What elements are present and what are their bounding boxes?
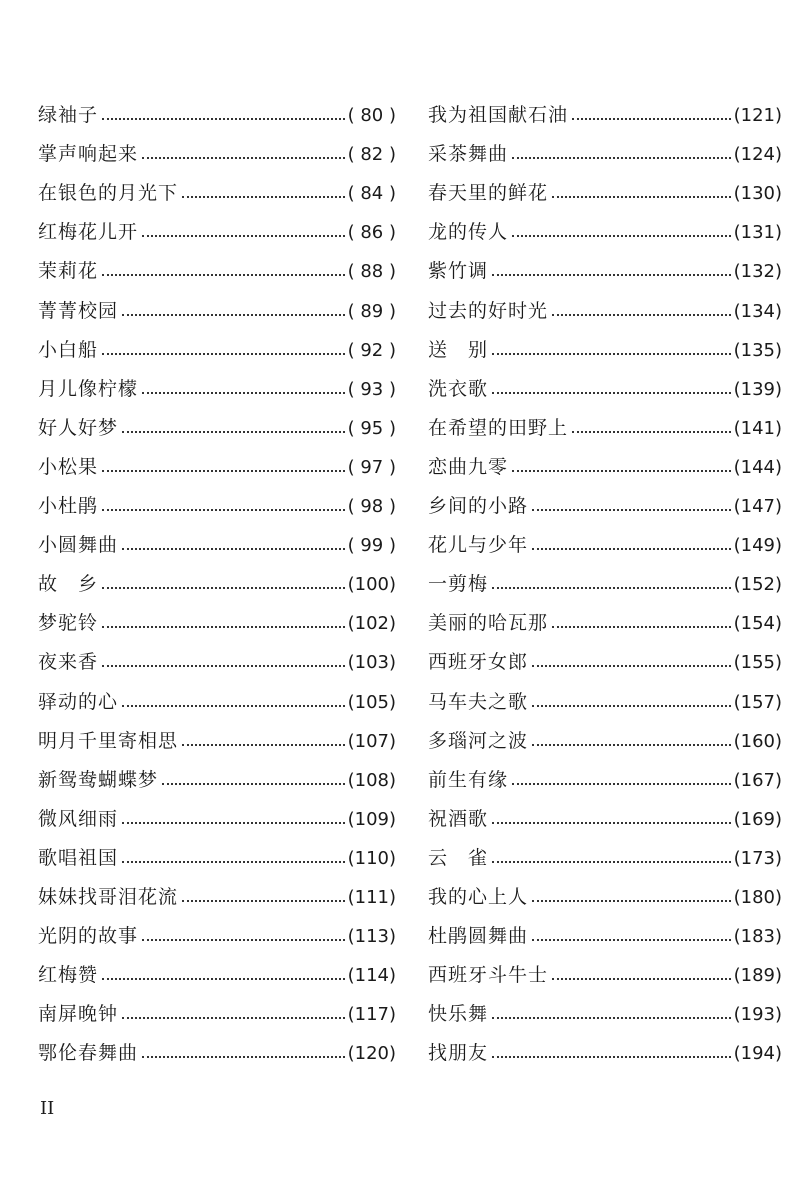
toc-entry [428, 985, 782, 1024]
entry-title: 一剪梅 [428, 573, 489, 596]
entry-title: 鄂伦春舞曲 [38, 1042, 139, 1065]
entry-title: 月儿像柠檬 [38, 377, 139, 400]
entry-page-number: (113) [347, 926, 396, 948]
entry-title: 微风细雨 [38, 807, 119, 830]
toc-entry [428, 321, 782, 360]
entry-page-number: (110) [347, 847, 396, 869]
dot-leader [572, 118, 731, 120]
toc-entry [428, 633, 782, 672]
entry-title: 菁菁校园 [38, 299, 119, 322]
entry-title: 乡间的小路 [428, 495, 529, 518]
entry-page-number: (124) [733, 144, 782, 166]
toc-entry [428, 907, 782, 946]
dot-leader [102, 665, 345, 667]
entry-title: 掌声响起来 [38, 143, 139, 166]
toc-entry [38, 1024, 396, 1063]
toc-entry [428, 1024, 782, 1063]
entry-page-number: (139) [733, 378, 782, 400]
entry-page-number: (144) [733, 456, 782, 478]
entry-title: 驿动的心 [38, 690, 119, 713]
entry-title: 在银色的月光下 [38, 182, 179, 205]
dot-leader [102, 353, 345, 355]
toc-entry [428, 203, 782, 242]
dot-leader [142, 157, 345, 159]
entry-title: 恋曲九零 [428, 455, 509, 478]
dot-leader [102, 470, 345, 472]
toc-entry [38, 868, 396, 907]
toc-entry [38, 399, 396, 438]
entry-page-number: (131) [733, 222, 782, 244]
toc-entry [428, 712, 782, 751]
toc-entry [38, 203, 396, 242]
entry-page-number: (114) [347, 965, 396, 987]
dot-leader [532, 900, 731, 902]
entry-title: 红梅赞 [38, 964, 99, 987]
dot-leader [142, 1056, 345, 1058]
dot-leader [492, 274, 731, 276]
entry-title: 西班牙斗牛士 [428, 964, 549, 987]
dot-leader [532, 939, 731, 941]
entry-page-number: (107) [347, 730, 396, 752]
entry-page-number: (154) [733, 613, 782, 635]
dot-leader [552, 314, 731, 316]
entry-page-number: ( 89 ) [347, 300, 396, 322]
dot-leader [122, 822, 345, 824]
dot-leader [102, 274, 345, 276]
entry-page-number: (135) [733, 339, 782, 361]
dot-leader [102, 626, 345, 628]
entry-page-number: ( 88 ) [347, 261, 396, 283]
entry-title: 绿袖子 [38, 104, 99, 127]
entry-title: 洗衣歌 [428, 377, 489, 400]
entry-page-number: (141) [733, 417, 782, 439]
dot-leader [532, 665, 731, 667]
entry-title: 故 乡 [38, 573, 99, 596]
entry-title: 云 雀 [428, 846, 489, 869]
dot-leader [122, 1017, 345, 1019]
dot-leader [182, 196, 345, 198]
toc-entry [38, 594, 396, 633]
toc-entry [428, 594, 782, 633]
entry-title: 小松果 [38, 455, 99, 478]
entry-title: 歌唱祖国 [38, 846, 119, 869]
entry-title: 前生有缘 [428, 768, 509, 791]
toc-entry [38, 790, 396, 829]
entry-page-number: (183) [733, 926, 782, 948]
entry-page-number: (167) [733, 769, 782, 791]
entry-title: 小杜鹃 [38, 495, 99, 518]
entry-page-number: (147) [733, 496, 782, 518]
entry-page-number: (152) [733, 574, 782, 596]
entry-page-number: (180) [733, 886, 782, 908]
entry-title: 多瑙河之波 [428, 729, 529, 752]
entry-title: 南屏晚钟 [38, 1003, 119, 1026]
toc-entry [38, 555, 396, 594]
dot-leader [492, 587, 731, 589]
dot-leader [122, 314, 345, 316]
entry-page-number: (121) [733, 105, 782, 127]
dot-leader [182, 744, 345, 746]
dot-leader [102, 118, 345, 120]
entry-page-number: (100) [347, 574, 396, 596]
toc-entry [38, 516, 396, 555]
entry-page-number: (160) [733, 730, 782, 752]
entry-title: 龙的传人 [428, 221, 509, 244]
entry-page-number: ( 99 ) [347, 535, 396, 557]
entry-title: 在希望的田野上 [428, 416, 569, 439]
entry-page-number: (102) [347, 613, 396, 635]
toc-entry [38, 86, 396, 125]
dot-leader [492, 861, 731, 863]
entry-title: 妹妹找哥泪花流 [38, 885, 179, 908]
entry-title: 光阴的故事 [38, 925, 139, 948]
entry-page-number: (169) [733, 808, 782, 830]
entry-page-number: ( 80 ) [347, 105, 396, 127]
entry-title: 找朋友 [428, 1042, 489, 1065]
entry-page-number: (157) [733, 691, 782, 713]
entry-title: 新鸳鸯蝴蝶梦 [38, 768, 159, 791]
dot-leader [492, 822, 731, 824]
entry-page-number: (132) [733, 261, 782, 283]
toc-entry [38, 633, 396, 672]
dot-leader [492, 392, 731, 394]
entry-title: 夜来香 [38, 651, 99, 674]
entry-page-number: (109) [347, 808, 396, 830]
toc-entry [428, 281, 782, 320]
toc-entry [38, 360, 396, 399]
entry-page-number: (194) [733, 1043, 782, 1065]
dot-leader [182, 900, 345, 902]
entry-title: 小白船 [38, 338, 99, 361]
entry-page-number: (117) [347, 1004, 396, 1026]
entry-page-number: ( 93 ) [347, 378, 396, 400]
entry-title: 红梅花儿开 [38, 221, 139, 244]
dot-leader [552, 626, 731, 628]
entry-title: 我的心上人 [428, 885, 529, 908]
dot-leader [102, 978, 345, 980]
entry-title: 马车夫之歌 [428, 690, 529, 713]
entry-page-number: ( 82 ) [347, 144, 396, 166]
toc-entry [428, 751, 782, 790]
entry-title: 杜鹃圆舞曲 [428, 925, 529, 948]
entry-title: 美丽的哈瓦那 [428, 612, 549, 635]
toc-entry [38, 712, 396, 751]
dot-leader [122, 431, 345, 433]
toc-entry [428, 125, 782, 164]
toc-entry [38, 438, 396, 477]
entry-page-number: ( 86 ) [347, 222, 396, 244]
toc-entry [38, 907, 396, 946]
entry-page-number: (111) [347, 886, 396, 908]
toc-entry [428, 242, 782, 281]
entry-page-number: (105) [347, 691, 396, 713]
entry-page-number: ( 98 ) [347, 496, 396, 518]
entry-page-number: ( 84 ) [347, 183, 396, 205]
toc-column-right [428, 86, 782, 1063]
toc-entry [428, 672, 782, 711]
toc-entry [428, 164, 782, 203]
toc-entry [38, 281, 396, 320]
toc-entry [428, 86, 782, 125]
entry-title: 西班牙女郎 [428, 651, 529, 674]
entry-title: 好人好梦 [38, 416, 119, 439]
dot-leader [122, 548, 345, 550]
entry-title: 紫竹调 [428, 260, 489, 283]
entry-page-number: (193) [733, 1004, 782, 1026]
dot-leader [122, 705, 345, 707]
dot-leader [492, 1056, 731, 1058]
dot-leader [492, 1017, 731, 1019]
toc-entry [38, 164, 396, 203]
entry-page-number: ( 97 ) [347, 456, 396, 478]
entry-page-number: (108) [347, 769, 396, 791]
toc-entry [38, 946, 396, 985]
entry-title: 春天里的鲜花 [428, 182, 549, 205]
toc-entry [428, 516, 782, 555]
entry-page-number: (189) [733, 965, 782, 987]
dot-leader [512, 783, 731, 785]
dot-leader [162, 783, 345, 785]
toc-entry [428, 555, 782, 594]
toc-entry [38, 751, 396, 790]
toc-entry [38, 242, 396, 281]
toc-entry [428, 868, 782, 907]
toc-entry [428, 946, 782, 985]
toc-entry [38, 985, 396, 1024]
dot-leader [102, 587, 345, 589]
toc-entry [428, 360, 782, 399]
dot-leader [142, 939, 345, 941]
dot-leader [532, 509, 731, 511]
dot-leader [512, 470, 731, 472]
toc-entry [428, 477, 782, 516]
entry-title: 快乐舞 [428, 1003, 489, 1026]
dot-leader [142, 392, 345, 394]
dot-leader [142, 235, 345, 237]
toc-entry [38, 477, 396, 516]
toc-entry [428, 790, 782, 829]
toc-entry [38, 321, 396, 360]
toc-entry [38, 672, 396, 711]
entry-title: 送 别 [428, 338, 489, 361]
toc-entry [38, 829, 396, 868]
entry-title: 祝酒歌 [428, 807, 489, 830]
dot-leader [102, 509, 345, 511]
entry-page-number: (155) [733, 652, 782, 674]
toc-entry [428, 399, 782, 438]
entry-title: 明月千里寄相思 [38, 729, 179, 752]
entry-title: 过去的好时光 [428, 299, 549, 322]
toc-column-left [38, 86, 396, 1063]
dot-leader [552, 196, 731, 198]
toc-entry [428, 829, 782, 868]
entry-title: 采茶舞曲 [428, 143, 509, 166]
dot-leader [532, 548, 731, 550]
entry-title: 我为祖国献石油 [428, 104, 569, 127]
entry-page-number: ( 95 ) [347, 417, 396, 439]
dot-leader [122, 861, 345, 863]
dot-leader [532, 744, 731, 746]
entry-title: 小圆舞曲 [38, 534, 119, 557]
entry-title: 茉莉花 [38, 260, 99, 283]
entry-page-number: (130) [733, 183, 782, 205]
dot-leader [572, 431, 731, 433]
entry-page-number: (120) [347, 1043, 396, 1065]
entry-page-number: ( 92 ) [347, 339, 396, 361]
page-number: II [40, 1098, 55, 1119]
entry-page-number: (173) [733, 847, 782, 869]
dot-leader [492, 353, 731, 355]
dot-leader [512, 235, 731, 237]
toc-entry [38, 125, 396, 164]
dot-leader [552, 978, 731, 980]
entry-title: 梦驼铃 [38, 612, 99, 635]
entry-title: 花儿与少年 [428, 534, 529, 557]
dot-leader [532, 705, 731, 707]
entry-page-number: (149) [733, 535, 782, 557]
dot-leader [512, 157, 731, 159]
entry-page-number: (103) [347, 652, 396, 674]
toc-entry [428, 438, 782, 477]
entry-page-number: (134) [733, 300, 782, 322]
